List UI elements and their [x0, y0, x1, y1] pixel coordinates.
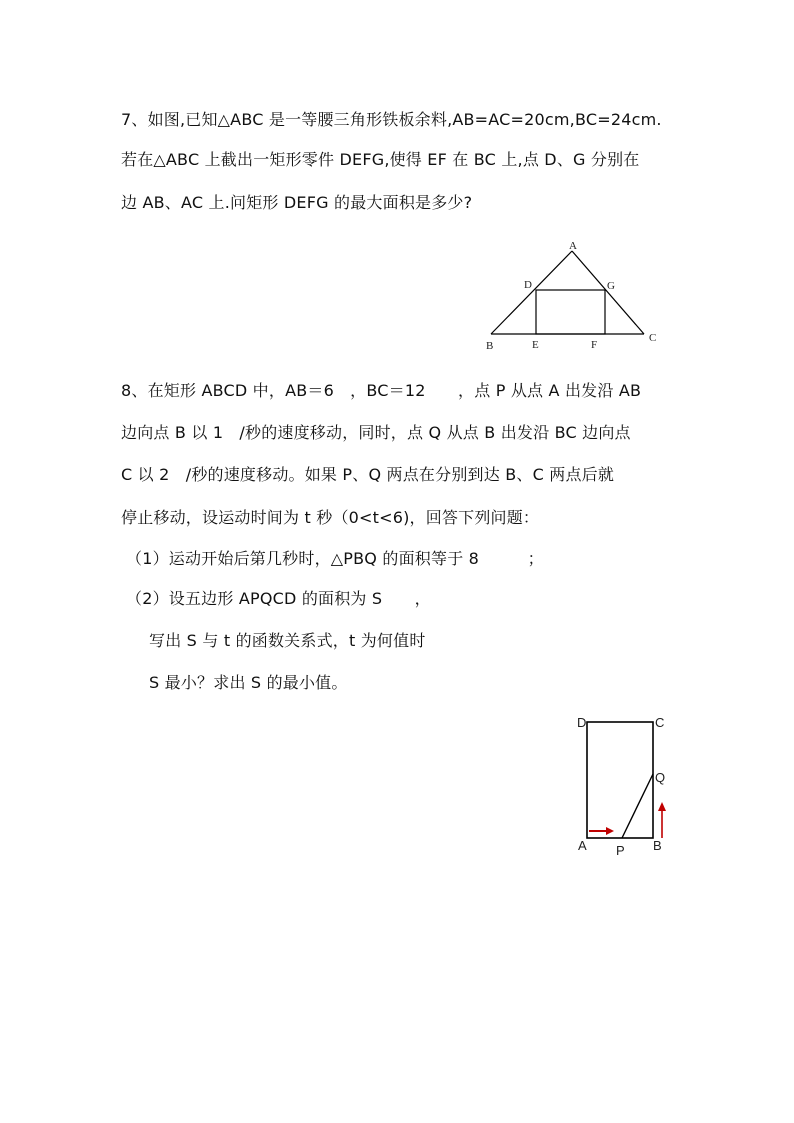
label-g: G [607, 280, 615, 292]
label-e: E [532, 339, 539, 351]
label-a: A [569, 240, 577, 252]
problem7-line1: 7、如图,已知△ABC 是一等腰三角形铁板余料,AB=AC=20cm,BC=24cm. [121, 110, 662, 129]
label-c: C [655, 715, 665, 730]
problem8-line2: 边向点 B 以 1 /秒的速度移动，同时，点 Q 从点 B 出发沿 BC 边向点 [121, 423, 631, 442]
problem8-question2: （2）设五边形 APQCD 的面积为 S ， [126, 589, 431, 608]
problem7-line3: 边 AB、AC 上.问矩形 DEFG 的最大面积是多少? [121, 193, 473, 212]
problem7-line2: 若在△ABC 上截出一矩形零件 DEFG,使得 EF 在 BC 上,点 D、G 分别在 [121, 150, 640, 169]
arrow-q-direction [658, 802, 666, 838]
problem8-line1: 8、在矩形 ABCD 中，AB＝6 ，BC＝12 ，点 P 从点 A 出发沿 AB [121, 381, 642, 400]
label-b: B [653, 838, 662, 853]
problem8-line3: C 以 2 /秒的速度移动。如果 P、Q 两点在分别到达 B、C 两点后就 [121, 465, 615, 484]
problem8-question1: （1）运动开始后第几秒时，△PBQ 的面积等于 8 ； [126, 549, 544, 568]
label-b: B [486, 340, 494, 352]
problem8-line4: 停止移动，设运动时间为 t 秒（0<t<6)，回答下列问题： [121, 508, 540, 527]
label-p: P [616, 843, 625, 858]
rectangle-abcd [587, 722, 653, 838]
label-d: D [577, 715, 587, 730]
label-c: C [649, 332, 657, 344]
segment-pq [622, 774, 653, 838]
label-q: Q [655, 770, 666, 785]
problem8-question2-line2: 写出 S 与 t 的函数关系式，t 为何值时 [149, 631, 426, 650]
label-a: A [578, 838, 587, 853]
problem8-question2-line3: S 最小？求出 S 的最小值。 [149, 673, 348, 692]
label-f: F [591, 339, 598, 351]
arrow-p-direction [589, 827, 614, 835]
label-d: D [524, 279, 532, 291]
